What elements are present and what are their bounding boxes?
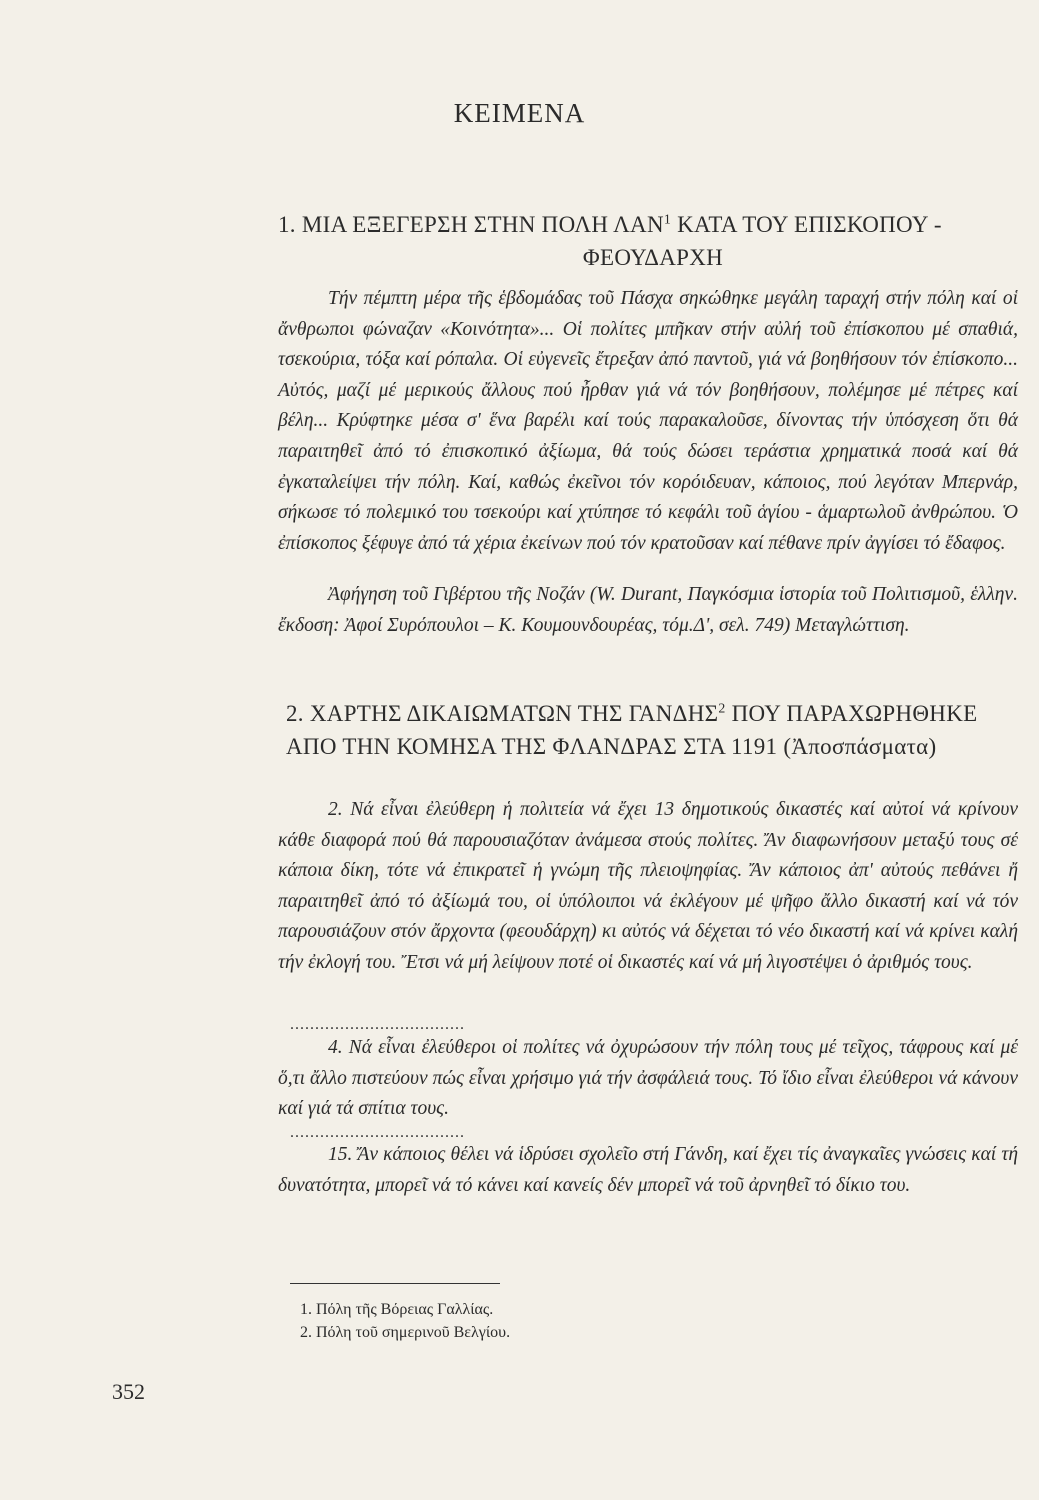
section-1-heading-line2: ΦΕΟΥΔΑΡΧΗ (582, 245, 724, 270)
page-number: 352 (112, 1379, 145, 1404)
section-2-heading-text: 2. ΧΑΡΤΗΣ ΔΙΚΑΙΩΜΑΤΩΝ ΤΗΣ ΓΑΝΔΗΣ (286, 701, 719, 726)
omission-dots: ................................... (290, 1124, 465, 1141)
omission-dots: ................................... (290, 1016, 465, 1033)
charter-article-4 (278, 1033, 1018, 1125)
article-15-text: 15. Ἄν κάποιος θέλει νά ἱδρύσει σχολεῖο στή Γάνδη, καί ἔχει τίς ἀναγκαῖες γνώσεις καί τή δυνατότητα, μπορεῖ νά τό κάνει καί κανείς δέν μπορεῖ νά τοῦ ἀρνηθεῖ τό δίκιο του. (278, 1144, 1018, 1196)
footnote-2: 2. Πόλη τοῦ σημερινοῦ Βελγίου. (300, 1324, 511, 1341)
section-1-narrative (278, 284, 1018, 559)
section-1-heading-text-cont: ΚΑΤΑ ΤΟΥ ΕΠΙΣΚΟΠΟΥ - (671, 212, 942, 237)
charter-article-2 (278, 795, 1018, 979)
footnote-1: 1. Πόλη τῆς Βόρειας Γαλλίας. (300, 1301, 494, 1318)
narrative-paragraph: Τήν πέμπτη μέρα τῆς ἑβδομάδας τοῦ Πάσχα σηκώθηκε μεγάλη ταραχή στήν πόλη καί οἱ ἄνθρωποι φώναζαν «Κοινότητα»... Οἱ πολίτες μπῆκαν στήν αὐλή τοῦ ἐπίσκοπου μέ σπαθιά, τσεκούρια, τόξα καί ρόπαλα. Οἱ εὐγενεῖς ἔτρεξαν ἀπό παντοῦ, γιά νά βοηθήσουν τόν ἐπίσκοπο... Αὐτός, μαζί μέ μερικούς ἄλλους πού ἦρθαν γιά νά τόν βοηθήσουν, πολέμησε μέ πέτρες καί βέλη... Κρύφτηκε μέσα σ' ἕνα βαρέλι καί τούς παρακαλοῦσε, δίνοντας τήν ὑπόσχεση ὅτι θά παραιτηθεῖ ἀπό τό ἐπισκοπικό ἀξίωμα, θά τούς δώσει τεράστια χρηματικά ποσά καί θά ἐγκαταλείψει τήν πόλη. Καί, καθώς ἐκεῖνοι τόν κορόιδευαν, κάποιος, πού λεγόταν Μπερνάρ, σήκωσε τό πολεμικό του τσεκούρι καί χτύπησε τό κεφάλι τοῦ ἁγίου - ἁμαρτωλοῦ ἀνθρώπου. Ὁ ἐπίσκοπος ξέφυγε ἀπό τά χέρια ἐκείνων πού τόν κρατοῦσαν καί πέθανε πρίν ἀγγίσει τό ἔδαφος. (278, 288, 1018, 554)
section-2-heading (286, 697, 1026, 763)
section-2-heading-text-cont: ΠΟΥ ΠΑΡΑΧΩΡΗΘΗΚΕ ΑΠΟ ΤΗΝ ΚΟΜΗΣΑ ΤΗΣ ΦΛΑΝΔΡΑΣ ΣΤΑ 1191 (Ἀποσπάσματα) (286, 701, 978, 759)
section-1-heading-text: 1. ΜΙΑ ΕΞΕΓΕΡΣΗ ΣΤΗΝ ΠΟΛΗ ΛΑΝ (278, 212, 664, 237)
footnote-ref-2: 2 (718, 700, 726, 716)
charter-article-15 (278, 1140, 1018, 1201)
source-citation: Ἀφήγηση τοῦ Γιβέρτου τῆς Νοζάν (W. Durant, Παγκόσμια ἱστορία τοῦ Πολιτισμοῦ, ἑλλην. ἔκδοση: Ἀφοί Συρόπουλοι – Κ. Κουμουνδουρέας, τόμ.Δ', σελ. 749) Μεταγλώττιση. (278, 584, 1018, 636)
footnote-divider (290, 1283, 500, 1284)
article-4-text: 4. Νά εἶναι ἐλεύθεροι οἱ πολίτες νά ὀχυρώσουν τήν πόλη τους μέ τεῖχος, τάφρους καί μέ ὅ,τι ἄλλο πιστεύουν πώς εἶναι χρήσιμο γιά τήν ἀσφάλειά τους. Τό ἴδιο εἶναι ἐλεύθεροι νά κάνουν καί γιά τά σπίτια τους. (278, 1037, 1018, 1120)
section-1-source (278, 580, 1018, 641)
footnotes (300, 1298, 510, 1344)
section-1-heading (278, 208, 1018, 274)
article-2-text: 2. Νά εἶναι ἐλεύθερη ἡ πολιτεία νά ἔχει 13 δημοτικούς δικαστές καί αὐτοί νά κρίνουν κάθε διαφορά πού θά παρουσιαζόταν ἀνάμεσα στούς πολίτες. Ἄν διαφωνήσουν μεταξύ τους σέ κάποια δίκη, τότε νά ἐπικρατεῖ ἡ γνώμη τῆς πλειοψηφίας. Ἄν κάποιος ἀπ' αὐτούς πεθάνει ἤ παραιτηθεῖ ἀπό τό ἀξίωμά του, οἱ ὑπόλοιποι νά ἐκλέγουν μέ ψῆφο ἄλλο δικαστή καί νά τόν παρουσιάζουν στόν ἄρχοντα (φεουδάρχη) κι αὐτός νά δέχεται τό νέο δικαστή καί νά κρίνει καλή τήν ἐκλογή του. Ἔτσι νά μή λείψουν ποτέ οἱ δικαστές καί νά μή λιγοστέψει ὁ ἀριθμός τους. (278, 799, 1018, 973)
footnote-ref-1: 1 (663, 211, 672, 227)
page-title: ΚΕΙΜΕΝΑ (453, 98, 586, 128)
